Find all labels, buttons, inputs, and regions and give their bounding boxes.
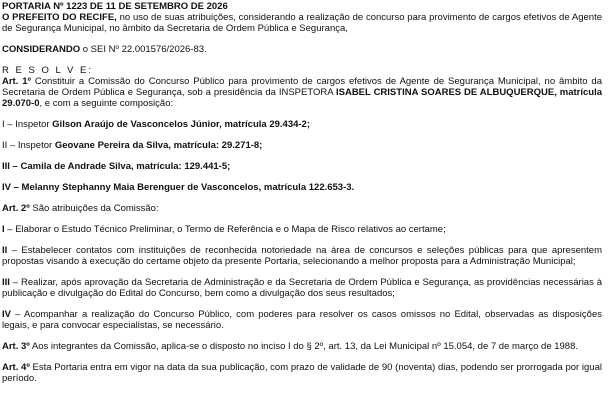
resolve-heading: R E S O L V E:	[2, 65, 94, 76]
ordinance-title: PORTARIA Nº 1223 DE 11 DE SETEMBRO DE 2026	[2, 1, 228, 12]
duty-item	[2, 224, 602, 235]
duty-label: I	[2, 224, 5, 235]
considering-paragraph	[2, 44, 602, 55]
article-2-label: Art. 2º	[2, 203, 30, 214]
duty-text: – Acompanhar a realização do Concurso Público, com poderes para resolver os casos omissos no Edital, observadas as disposições legais, e para convocar especialistas, se necessário.	[2, 309, 602, 331]
article-4-text: Esta Portaria entra em vigor na data da sua publicação, com prazo de validade de 90 (noventa) dias, podendo ser prorrogada por igual período.	[2, 362, 602, 384]
article-3-label: Art. 3º	[2, 341, 30, 352]
member-item	[2, 119, 602, 130]
article-1-label: Art. 1º	[2, 76, 32, 87]
preamble-paragraph	[2, 12, 602, 34]
ordinance-document	[0, 1, 604, 411]
article-3	[2, 341, 602, 352]
duty-text: – Estabelecer contatos com instituições de reconhecida notoriedade na área de concursos e seleções públicas para que apresentem propostas visando à execução do certame objeto da presente Portaria, selecionando a melhor proposta para a Administração Municipal;	[2, 245, 602, 267]
article-2	[2, 203, 602, 214]
member-prefix: II – Inspetor	[2, 140, 55, 151]
duty-label: IV	[2, 309, 11, 320]
article-1-president: ISABEL CRISTINA SOARES DE ALBUQUERQUE, matrícula 29.070-0	[2, 87, 603, 109]
article-4-label: Art. 4º	[2, 362, 30, 373]
duty-item	[2, 245, 602, 267]
issuer-label: O PREFEITO DO RECIFE,	[2, 12, 117, 23]
preamble-text: no uso de suas atribuições, considerando a realização de concurso para provimento de cargos efetivos de Agente de Segurança Municipal, no âmbito da Secretaria de Ordem Pública e Segurança,	[2, 12, 602, 34]
duty-item	[2, 309, 602, 331]
article-3-text: Aos integrantes da Comissão, aplica-se o disposto no inciso I do § 2º, art. 13, da Lei Municipal nº 15.054, de 7 de março de 1988.	[29, 341, 579, 352]
article-1-text-a: Constituir a Comissão do Concurso Público para provimento de cargos efetivos de Agente de Segurança Municipal, no âmbito da Secretaria de Ordem Pública e Segurança, sob a presidência da INSPETORA	[2, 76, 602, 98]
article-1	[2, 76, 602, 109]
duty-text: – Realizar, após aprovação da Secretaria de Administração e da Secretaria de Ordem Pública e Segurança, as providências necessárias à publicação e divulgação do Edital do Concurso, bem como a divulgação dos seus resultados;	[2, 277, 602, 299]
duty-item	[2, 277, 602, 299]
member-item	[2, 140, 602, 151]
considering-label: CONSIDERANDO	[2, 44, 81, 55]
article-1-text-b: , e com a seguinte composição:	[39, 98, 174, 109]
member-name: Gilson Araújo de Vasconcelos Júnior, matrícula 29.434-2;	[52, 119, 310, 130]
member-name: Geovane Pereira da Silva, matrícula: 29.271-8;	[54, 140, 263, 151]
duty-text: – Elaborar o Estudo Técnico Preliminar, o Termo de Referência e o Mapa de Risco relativos ao certame;	[4, 224, 446, 235]
duty-label: III	[2, 277, 10, 288]
member-name: IV – Melanny Stephanny Maia Berenguer de Vasconcelos, matrícula 122.653-3.	[2, 182, 355, 193]
member-name: III – Camila de Andrade Silva, matrícula: 129.441-5;	[2, 161, 231, 172]
considering-text: o SEI Nº 22.001576/2026-83.	[80, 44, 207, 55]
duty-label: II	[2, 245, 8, 256]
article-2-text: São atribuições da Comissão:	[29, 203, 159, 214]
member-prefix: I – Inspetor	[2, 119, 53, 130]
member-item	[2, 182, 602, 193]
member-item	[2, 161, 602, 172]
article-4	[2, 362, 602, 384]
